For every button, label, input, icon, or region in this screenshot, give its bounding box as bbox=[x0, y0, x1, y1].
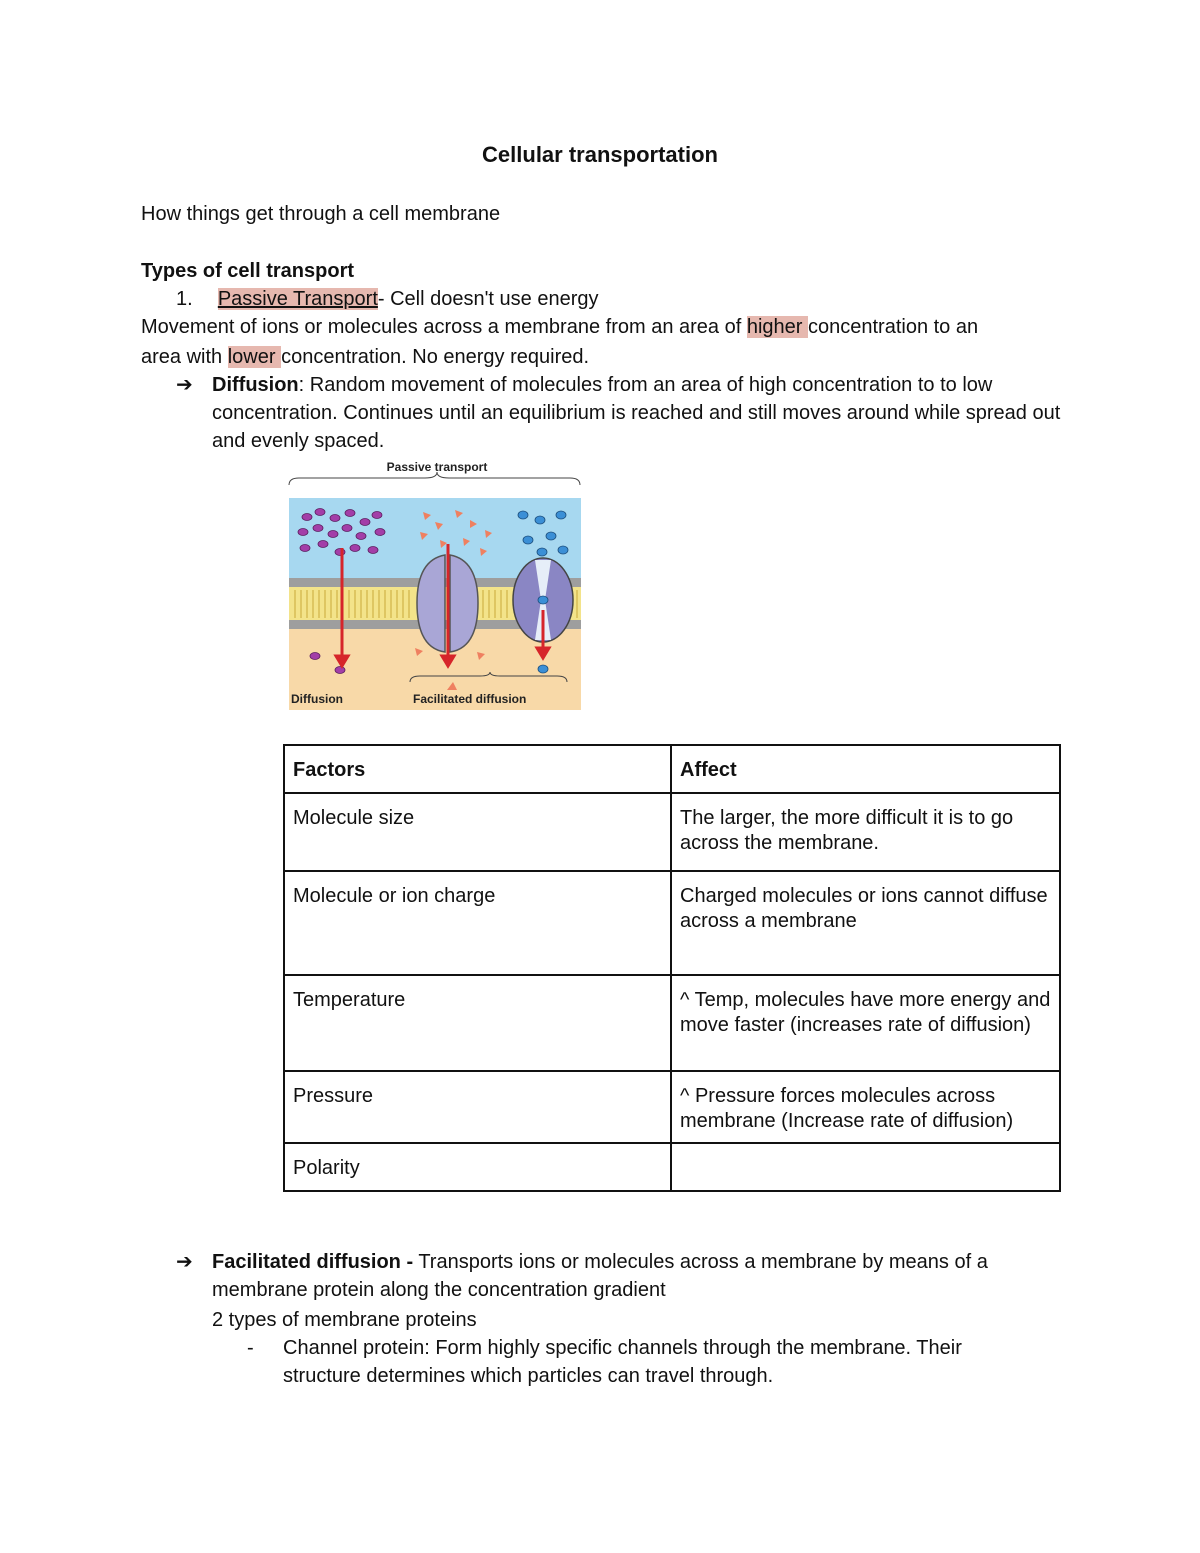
passive-desc-text: Movement of ions or molecules across a membrane from an area of bbox=[141, 316, 747, 338]
facilitated-term: Facilitated diffusion - bbox=[212, 1251, 414, 1273]
passive-desc-text: area with bbox=[141, 346, 228, 368]
facilitated-text: Transports ions or molecules across a membrane by means of a membrane protein along the concentration gradient bbox=[212, 1251, 988, 1301]
facilitated-paragraph bbox=[212, 1248, 1062, 1304]
passive-transport-diagram bbox=[285, 460, 585, 715]
figure-label-diffusion: Diffusion bbox=[291, 692, 343, 706]
table-cell: Charged molecules or ions cannot diffuse across a membrane bbox=[671, 871, 1060, 975]
list-number: 1. bbox=[176, 288, 193, 310]
table-header-cell: Factors bbox=[284, 745, 671, 793]
table-row bbox=[284, 1143, 1060, 1191]
table-header-row bbox=[284, 745, 1060, 793]
table-cell: ^ Pressure forces molecules across membrane (Increase rate of diffusion) bbox=[671, 1071, 1060, 1143]
arrow-bullet-icon: ➔ bbox=[176, 374, 193, 396]
intro-text: How things get through a cell membrane bbox=[141, 203, 501, 225]
table-header-cell: Affect bbox=[671, 745, 1060, 793]
table-cell: Temperature bbox=[284, 975, 671, 1071]
highlight-lower: lower bbox=[227, 346, 282, 368]
figure-top-label: Passive transport bbox=[386, 460, 488, 474]
passive-transport-label: Passive Transport bbox=[217, 288, 378, 310]
types-heading: Types of cell transport bbox=[141, 260, 355, 282]
table-cell: The larger, the more difficult it is to go across the membrane. bbox=[671, 793, 1060, 871]
page-title: Cellular transportation bbox=[482, 142, 718, 167]
table-row bbox=[284, 975, 1060, 1071]
protein-types-line: 2 types of membrane proteins bbox=[212, 1309, 477, 1331]
table-row bbox=[284, 871, 1060, 975]
diffusion-paragraph bbox=[212, 371, 1062, 455]
factors-table bbox=[283, 744, 1061, 1192]
passive-transport-item bbox=[176, 285, 599, 313]
figure-label-facilitated: Facilitated diffusion bbox=[413, 692, 527, 706]
highlight-higher: higher bbox=[746, 316, 808, 338]
passive-desc-line-1 bbox=[141, 313, 978, 341]
table-cell: Molecule size bbox=[284, 793, 671, 871]
passive-desc-text: concentration. No energy required. bbox=[281, 346, 590, 368]
table-cell: Polarity bbox=[284, 1143, 671, 1191]
passive-transport-rest: - Cell doesn't use energy bbox=[377, 288, 599, 310]
diffusion-term: Diffusion bbox=[212, 374, 299, 396]
channel-protein-text: Channel protein: Form highly specific channels through the membrane. Their structure determines which particles can travel through. bbox=[283, 1337, 962, 1387]
passive-desc-text: concentration to an bbox=[807, 316, 979, 338]
table-row bbox=[284, 793, 1060, 871]
table-cell: Pressure bbox=[284, 1071, 671, 1143]
diffusion-text: : Random movement of molecules from an area of high concentration to to low concentration. Continues until an equilibrium is reached and still moves around while spread out and evenly spaced. bbox=[212, 374, 1061, 452]
table-cell bbox=[671, 1143, 1060, 1191]
passive-desc-line-2 bbox=[141, 343, 589, 371]
table-row bbox=[284, 1071, 1060, 1143]
arrow-bullet-icon: ➔ bbox=[176, 1251, 193, 1273]
dash-bullet: - bbox=[247, 1337, 254, 1359]
table-cell: Molecule or ion charge bbox=[284, 871, 671, 975]
table-cell: ^ Temp, molecules have more energy and move faster (increases rate of diffusion) bbox=[671, 975, 1060, 1071]
